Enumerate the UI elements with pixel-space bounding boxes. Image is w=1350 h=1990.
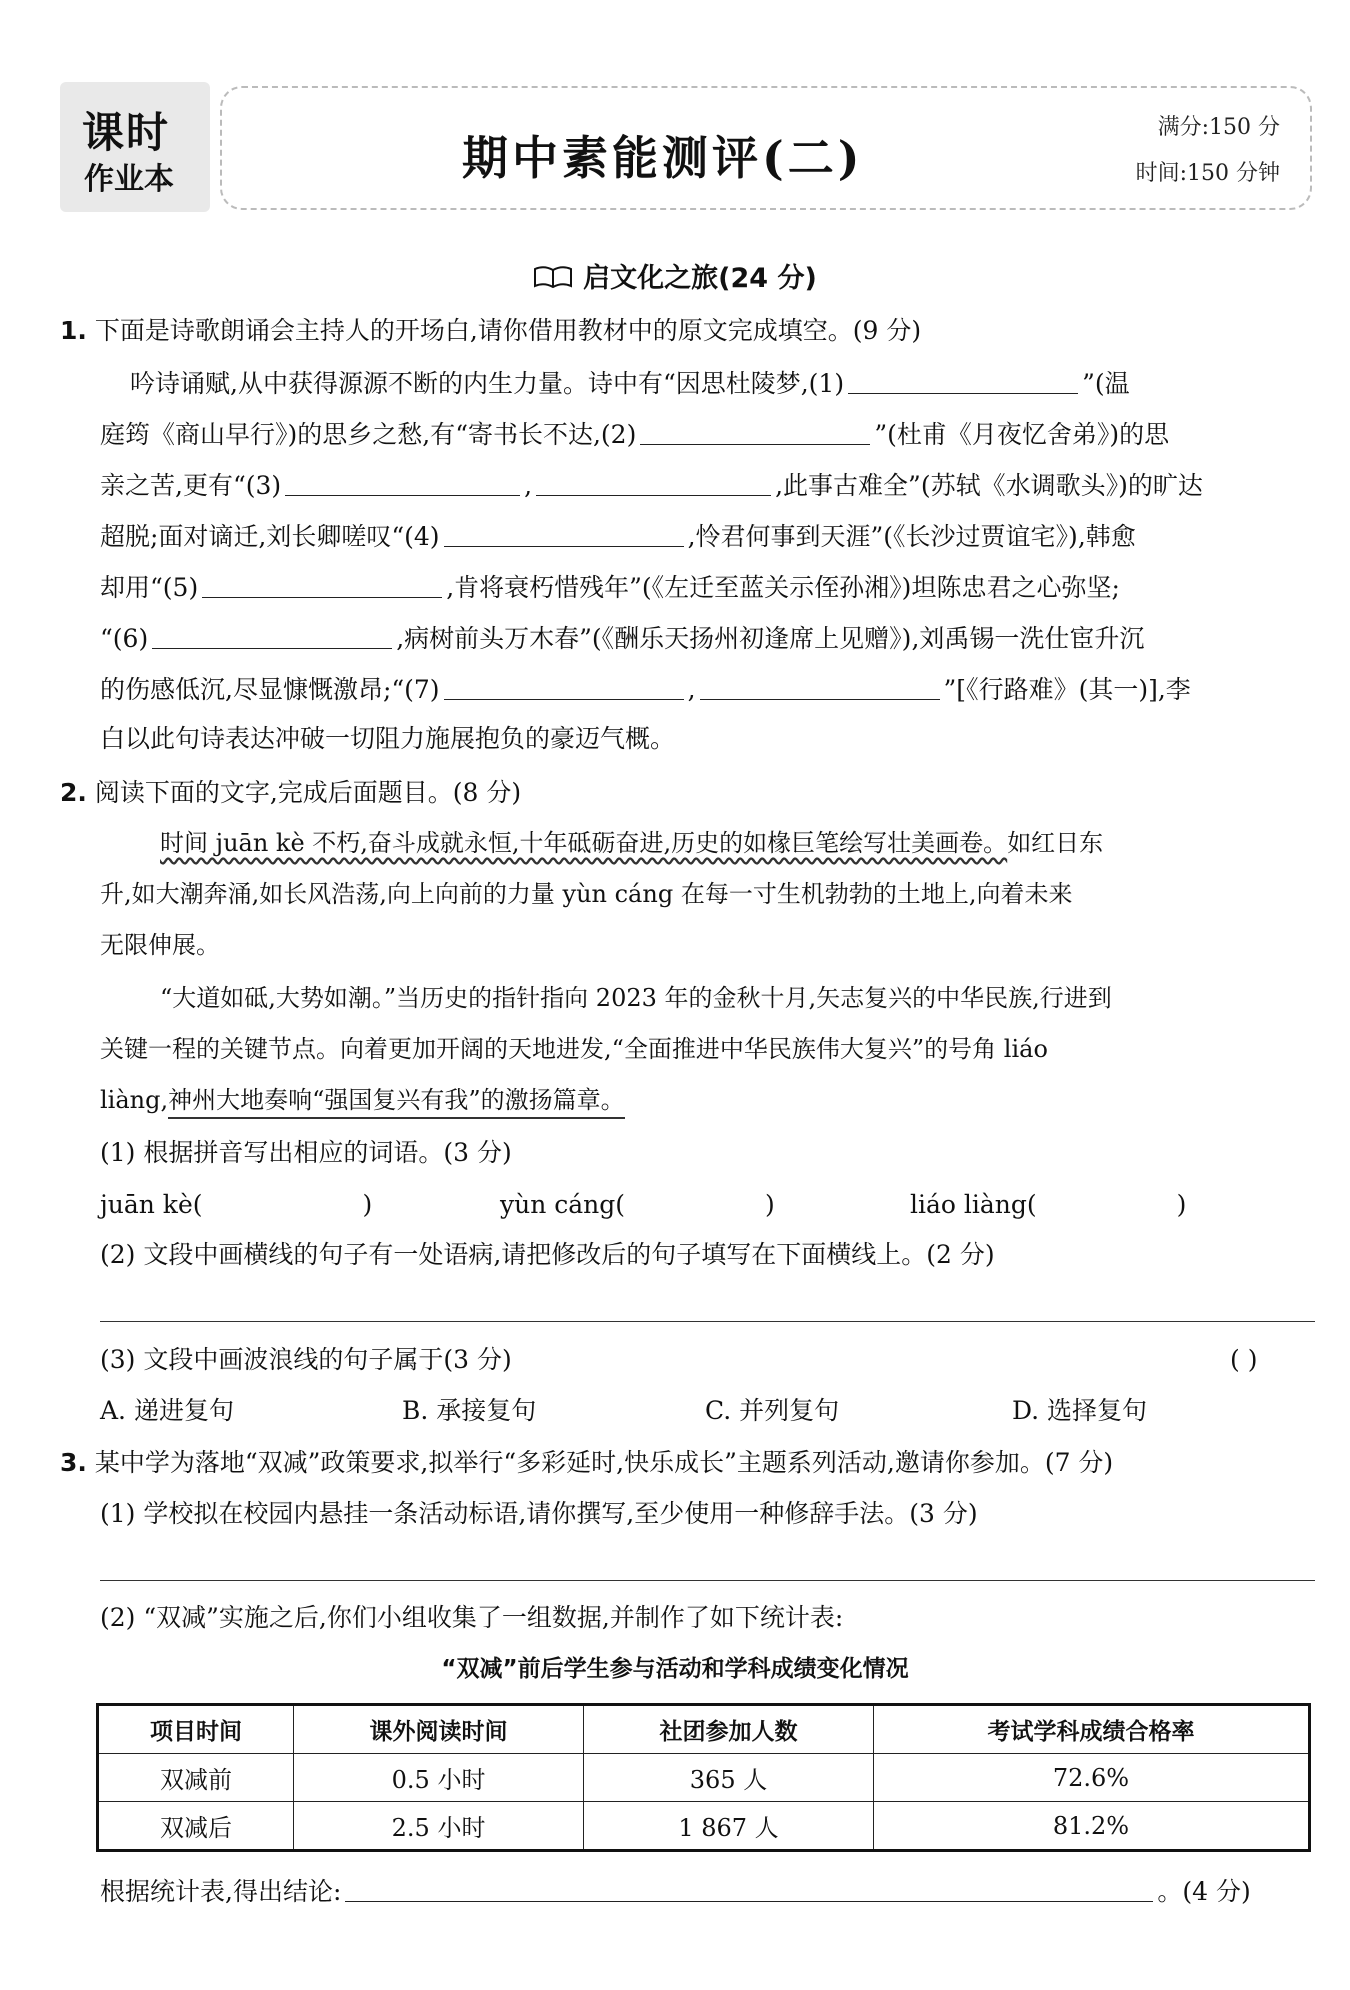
text: 的伤感低沉,尽显慷慨激昂;“(7) <box>100 675 440 704</box>
text: 吟诗诵赋,从中获得源源不断的内生力量。诗中有“因思杜陵梦,(1) <box>130 369 845 398</box>
table-row <box>98 1802 1310 1851</box>
q3-sub-2: (2) “双减”实施之后,你们小组收集了一组数据,并制作了如下统计表: <box>100 1603 844 1632</box>
question-1-stem <box>60 318 921 343</box>
text: 庭筠《商山早行》)的思乡之愁,有“寄书长不达,(2) <box>100 420 637 449</box>
fill-blank-1[interactable] <box>848 369 1078 394</box>
question-text: 某中学为落地“双减”政策要求,拟举行“多彩延时,快乐成长”主题系列活动,邀请你参加。(7 分) <box>94 1448 1114 1477</box>
conclusion-line <box>100 1877 1251 1904</box>
table-header: 考试学科成绩合格率 <box>873 1705 1309 1754</box>
text: ) <box>362 1190 373 1219</box>
fill-blank-4[interactable] <box>444 522 684 547</box>
q1-line-1 <box>130 369 1130 396</box>
text: 。(4 分) <box>1157 1877 1251 1906</box>
table-header: 社团参加人数 <box>584 1705 874 1754</box>
q1-line-7 <box>100 675 1191 702</box>
table-cell: 双减后 <box>98 1802 294 1851</box>
text: juān kè( <box>100 1190 203 1219</box>
text: “(6) <box>100 624 149 653</box>
text: liàng, <box>100 1086 169 1114</box>
question-number: 1. <box>60 316 87 345</box>
text: ,肯将衰朽惜残年”(《左迁至蓝关示侄孙湘》)坦陈忠君之心弥坚; <box>446 573 1120 602</box>
question-2-stem <box>60 780 521 805</box>
text: yùn cáng( <box>500 1190 626 1219</box>
fill-blank-2[interactable] <box>640 420 870 445</box>
answer-line[interactable] <box>100 1580 1315 1581</box>
q3-sub-1: (1) 学校拟在校园内悬挂一条活动标语,请你撰写,至少使用一种修辞手法。(3 分) <box>100 1499 978 1528</box>
passage-line-6 <box>100 1088 625 1112</box>
section-heading <box>0 256 1350 295</box>
passage-line-1 <box>160 831 1103 855</box>
passage-line-4: “大道如砥,大势如潮。”当历史的指针指向 2023 年的金秋十月,矢志复兴的中华民族,行进到 <box>160 984 1112 1012</box>
table-cell: 81.2% <box>873 1802 1309 1851</box>
logo-line2: 作业本 <box>84 162 174 197</box>
logo-line1: 课时 <box>82 108 171 157</box>
q1-line-8: 白以此句诗表达冲破一切阻力施展抱负的豪迈气概。 <box>100 724 676 753</box>
q1-line-4 <box>100 522 1136 549</box>
table-caption: “双减”前后学生参与活动和学科成绩变化情况 <box>441 1656 909 1682</box>
logo <box>60 82 210 212</box>
pinyin-answer-2 <box>500 1191 775 1217</box>
pinyin-blank-3[interactable] <box>1037 1191 1177 1215</box>
q1-line-6 <box>100 624 1144 651</box>
text: ”(杜甫《月夜忆舍弟》)的思 <box>874 420 1170 449</box>
q1-line-2 <box>100 420 1169 447</box>
text: , <box>524 471 533 500</box>
fill-blank-5[interactable] <box>202 573 442 598</box>
fill-blank-3a[interactable] <box>285 471 520 496</box>
q1-line-3 <box>100 471 1203 498</box>
text: 亲之苦,更有“(3) <box>100 471 282 500</box>
section-title: 启文化之旅(24 分) <box>583 263 817 294</box>
option-c[interactable]: C. 并列复句 <box>705 1396 840 1425</box>
table-header: 课外阅读时间 <box>294 1705 584 1754</box>
q1-line-5 <box>100 573 1120 600</box>
question-number: 2. <box>60 778 87 807</box>
book-icon <box>533 265 573 289</box>
text: , <box>687 675 696 704</box>
text: 却用“(5) <box>100 573 199 602</box>
text: ) <box>765 1190 775 1219</box>
text: 如红日东 <box>1007 829 1104 857</box>
text: ,怜君何事到天涯”(《长沙过贾谊宅》),韩愈 <box>687 522 1136 551</box>
table-cell: 365 人 <box>584 1754 874 1802</box>
text: ,此事古难全”(苏轼《水调歌头》)的旷达 <box>775 471 1203 500</box>
text: ,病树前头万木春”(《酬乐天扬州初逢席上见赠》),刘禹锡一洗仕宦升沉 <box>396 624 1145 653</box>
passage-line-5: 关键一程的关键节点。向着更加开阔的天地进发,“全面推进中华民族伟大复兴”的号角 liáo <box>100 1035 1048 1063</box>
text: liáo liàng( <box>910 1190 1037 1219</box>
option-b[interactable]: B. 承接复句 <box>402 1396 537 1425</box>
pinyin-blank-2[interactable] <box>625 1191 765 1215</box>
option-a[interactable]: A. 递进复句 <box>100 1396 234 1425</box>
text: ) <box>1176 1190 1187 1219</box>
option-d[interactable]: D. 选择复句 <box>1012 1396 1148 1425</box>
fill-blank-3b[interactable] <box>536 471 771 496</box>
text: ”[《行路难》(其一)],李 <box>943 675 1191 704</box>
q2-sub-2: (2) 文段中画横线的句子有一处语病,请把修改后的句子填写在下面横线上。(2 分) <box>100 1240 995 1269</box>
pinyin-blank-1[interactable] <box>203 1191 363 1215</box>
fill-blank-7a[interactable] <box>444 675 684 700</box>
straight-underlined-sentence: 神州大地奏响“强国复兴有我”的激扬篇章。 <box>168 1086 625 1119</box>
question-text: 阅读下面的文字,完成后面题目。(8 分) <box>94 778 522 807</box>
text: 根据统计表,得出结论: <box>100 1877 342 1906</box>
table-cell: 2.5 小时 <box>294 1802 584 1851</box>
question-3-stem <box>60 1450 1113 1475</box>
table-row <box>98 1754 1310 1802</box>
wavy-underlined-sentence: 时间 juān kè 不朽,奋斗成就永恒,十年砥砺奋进,历史的如椽巨笔绘写壮美画卷。 <box>160 829 1008 857</box>
table-header: 项目时间 <box>98 1705 294 1754</box>
answer-line[interactable] <box>100 1321 1315 1322</box>
answer-bracket[interactable]: ( ) <box>1230 1345 1258 1374</box>
stats-table <box>96 1703 1311 1852</box>
text: ”(温 <box>1082 369 1130 398</box>
table-cell: 1 867 人 <box>584 1802 874 1851</box>
q2-sub-3: (3) 文段中画波浪线的句子属于(3 分) <box>100 1345 512 1374</box>
pinyin-answer-3 <box>910 1191 1186 1217</box>
q2-sub-1: (1) 根据拼音写出相应的词语。(3 分) <box>100 1138 512 1167</box>
table-cell: 双减前 <box>98 1754 294 1802</box>
fill-blank-6[interactable] <box>152 624 392 649</box>
question-text: 下面是诗歌朗诵会主持人的开场白,请你借用教材中的原文完成填空。(9 分) <box>94 316 922 345</box>
fill-blank-7b[interactable] <box>700 675 940 700</box>
text: 超脱;面对谪迁,刘长卿嗟叹“(4) <box>100 522 440 551</box>
question-number: 3. <box>60 1448 87 1477</box>
passage-line-2: 升,如大潮奔涌,如长风浩荡,向上向前的力量 yùn cáng 在每一寸生机勃勃的土地上,向着未来 <box>100 880 1073 908</box>
page-title: 期中素能测评(二) <box>462 131 864 185</box>
title-box <box>220 86 1312 210</box>
table-cell: 72.6% <box>873 1754 1309 1802</box>
full-score: 满分:150 分 <box>1157 115 1280 140</box>
table-header-row <box>98 1705 1310 1754</box>
conclusion-blank[interactable] <box>345 1877 1153 1902</box>
table-cell: 0.5 小时 <box>294 1754 584 1802</box>
pinyin-answer-1 <box>100 1191 372 1217</box>
passage-line-3: 无限伸展。 <box>100 931 220 959</box>
exam-time: 时间:150 分钟 <box>1135 161 1280 186</box>
